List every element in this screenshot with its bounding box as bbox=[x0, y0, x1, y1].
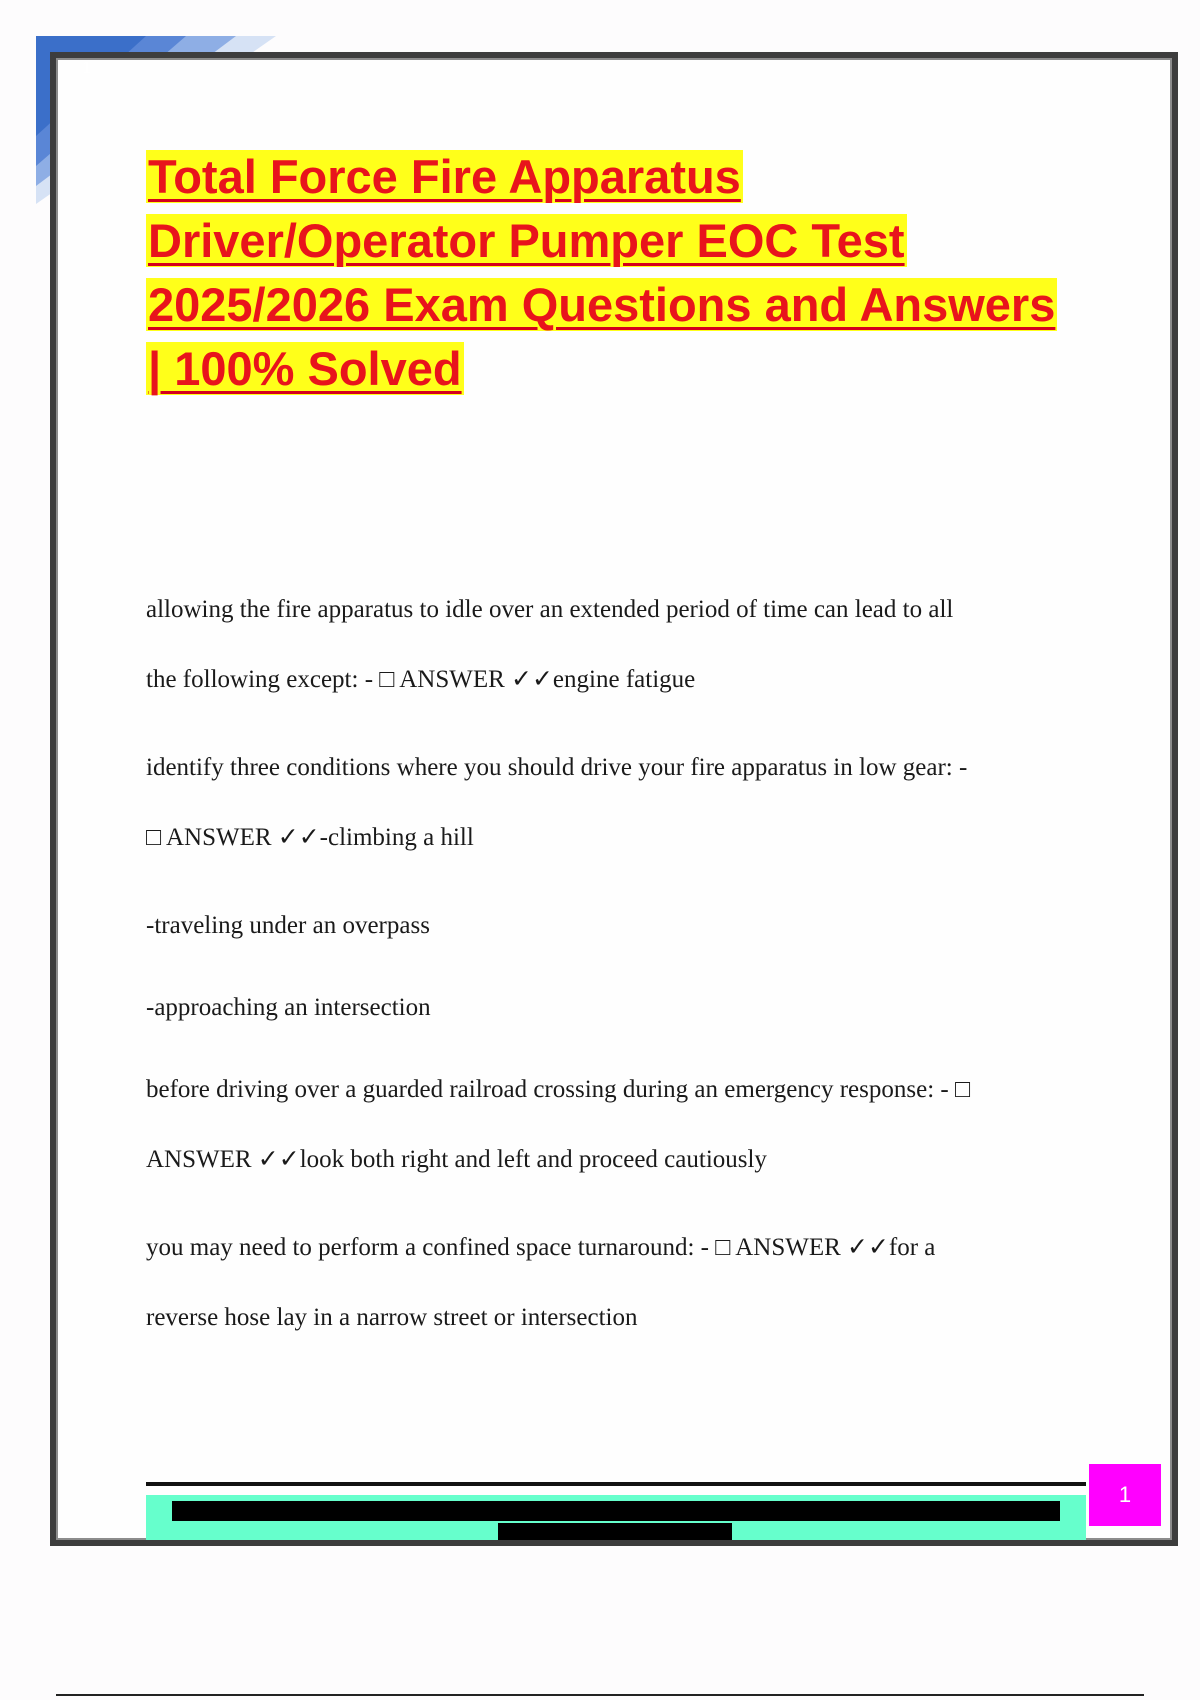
title-line: | 100% Solved bbox=[148, 342, 462, 395]
footer-redaction-bar-small bbox=[498, 1523, 732, 1540]
answer-sub-item: -traveling under an overpass bbox=[146, 912, 430, 939]
question-answer-item bbox=[146, 1055, 1086, 1195]
question-answer-item bbox=[146, 575, 1086, 715]
question-answer-item bbox=[146, 733, 1086, 873]
question-line: identify three conditions where you should drive your fire apparatus in low gear: - bbox=[146, 754, 968, 781]
document-title bbox=[146, 145, 1096, 401]
footer-redaction-bar bbox=[172, 1501, 1060, 1521]
question-answer-item bbox=[146, 1213, 1086, 1353]
bottom-divider bbox=[56, 1694, 1144, 1696]
title-line: 2025/2026 Exam Questions and Answers bbox=[148, 278, 1056, 331]
footer-rule bbox=[146, 1482, 1086, 1486]
title-line: Driver/Operator Pumper EOC Test bbox=[148, 214, 905, 267]
question-line: you may need to perform a confined space turnaround: - □ ANSWER ✓✓for a bbox=[146, 1234, 936, 1261]
question-line: before driving over a guarded railroad crossing during an emergency response: - □ bbox=[146, 1076, 971, 1103]
answer-line: reverse hose lay in a narrow street or intersection bbox=[146, 1304, 638, 1331]
page-number-badge: 1 bbox=[1089, 1464, 1161, 1526]
answer-line: ANSWER ✓✓look both right and left and proceed cautiously bbox=[146, 1146, 767, 1173]
answer-line: the following except: - □ ANSWER ✓✓engine fatigue bbox=[146, 666, 696, 693]
question-line: allowing the fire apparatus to idle over an extended period of time can lead to all bbox=[146, 596, 954, 623]
question-list bbox=[146, 575, 1086, 1371]
answer-sub-item: -approaching an intersection bbox=[146, 994, 431, 1021]
answer-line: □ ANSWER ✓✓-climbing a hill bbox=[146, 824, 474, 851]
footer-band bbox=[146, 1495, 1086, 1540]
title-line: Total Force Fire Apparatus bbox=[148, 150, 741, 203]
corner-page-number: 1 bbox=[82, 58, 92, 77]
